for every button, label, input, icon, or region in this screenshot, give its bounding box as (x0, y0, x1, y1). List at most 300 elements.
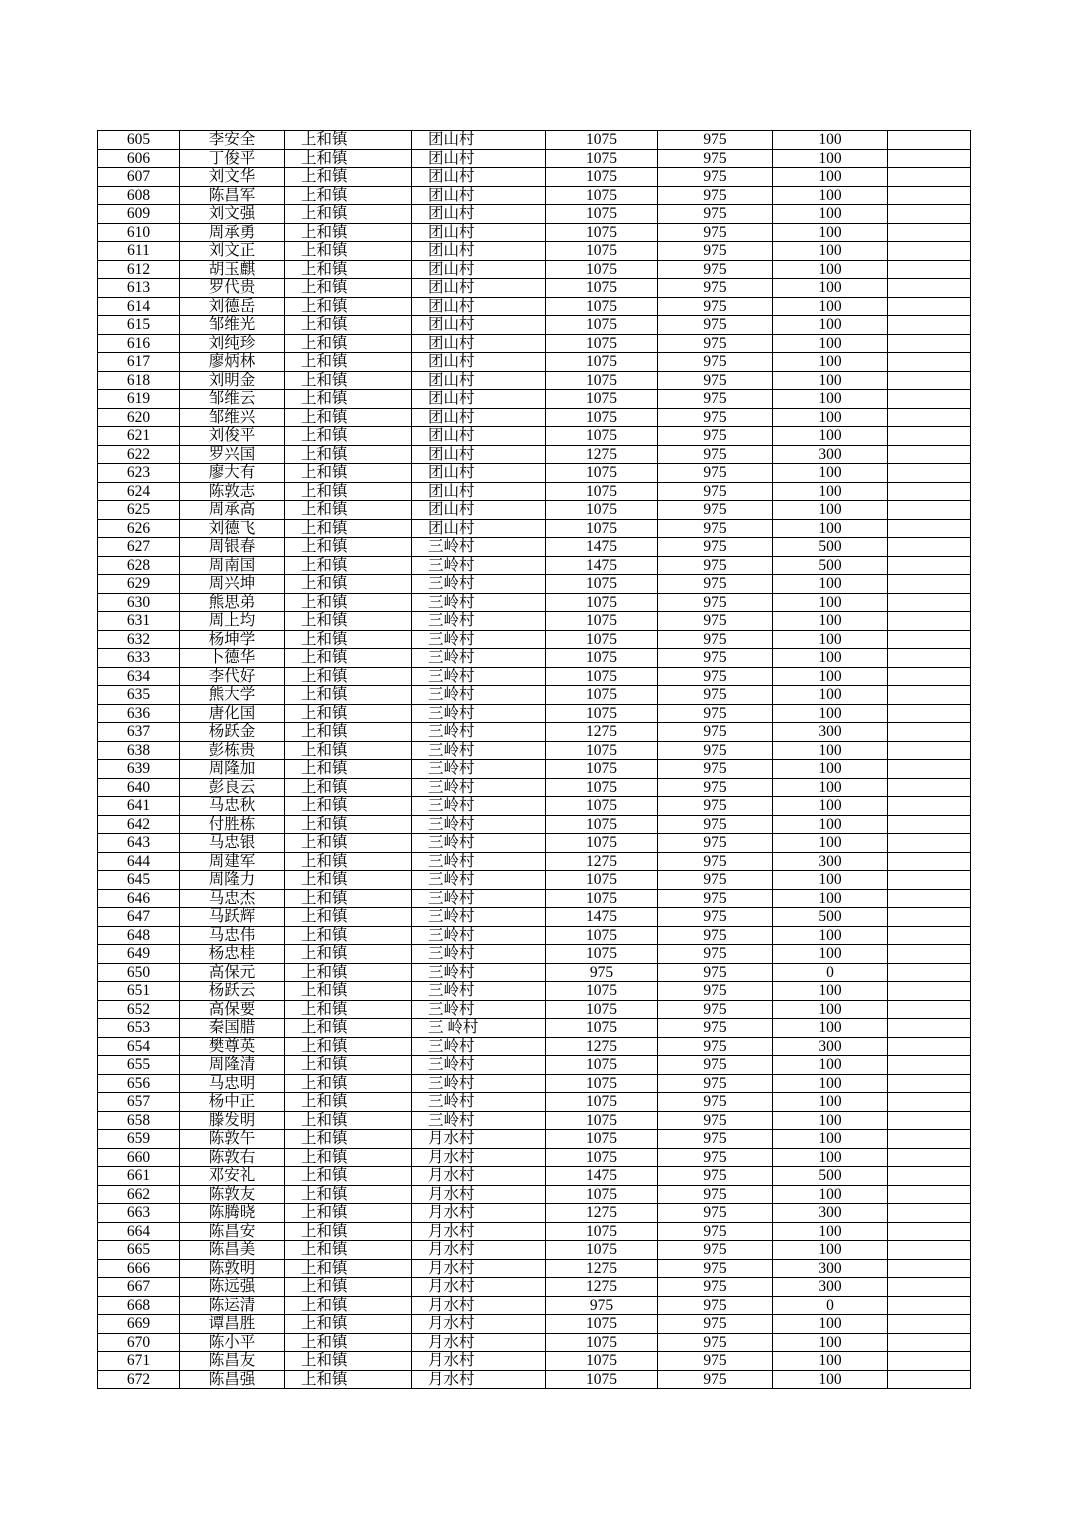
difference-cell: 100 (773, 778, 888, 797)
table-row (98, 908, 971, 927)
difference-cell: 100 (773, 1352, 888, 1371)
table-row (98, 1185, 971, 1204)
name-cell: 陈运清 (180, 1296, 285, 1315)
difference-cell: 100 (773, 982, 888, 1001)
name-cell: 谭昌胜 (180, 1315, 285, 1334)
remark-cell (888, 1074, 971, 1093)
amount-a-cell: 1075 (546, 427, 658, 446)
difference-cell: 100 (773, 1111, 888, 1130)
town-cell: 上和镇 (285, 1315, 412, 1334)
remark-cell (888, 982, 971, 1001)
town-cell: 上和镇 (285, 575, 412, 594)
name-cell: 刘明金 (180, 371, 285, 390)
amount-b-cell: 975 (658, 260, 773, 279)
remark-cell (888, 519, 971, 538)
town-cell: 上和镇 (285, 1185, 412, 1204)
town-cell: 上和镇 (285, 242, 412, 261)
table-row (98, 1148, 971, 1167)
difference-cell: 100 (773, 408, 888, 427)
seq-cell: 623 (98, 464, 180, 483)
difference-cell: 100 (773, 519, 888, 538)
village-cell: 团山村 (412, 168, 546, 187)
remark-cell (888, 1130, 971, 1149)
difference-cell: 500 (773, 908, 888, 927)
remark-cell (888, 1296, 971, 1315)
name-cell: 滕发明 (180, 1111, 285, 1130)
difference-cell: 100 (773, 464, 888, 483)
village-cell: 三岭村 (412, 593, 546, 612)
seq-cell: 632 (98, 630, 180, 649)
village-cell: 团山村 (412, 149, 546, 168)
amount-a-cell: 1075 (546, 1315, 658, 1334)
seq-cell: 631 (98, 612, 180, 631)
remark-cell (888, 963, 971, 982)
village-cell: 团山村 (412, 371, 546, 390)
amount-b-cell: 975 (658, 1111, 773, 1130)
remark-cell (888, 1185, 971, 1204)
seq-cell: 669 (98, 1315, 180, 1334)
amount-a-cell: 1075 (546, 926, 658, 945)
seq-cell: 643 (98, 834, 180, 853)
table-row (98, 1222, 971, 1241)
table-row (98, 1074, 971, 1093)
remark-cell (888, 1370, 971, 1389)
table-row (98, 612, 971, 631)
village-cell: 月水村 (412, 1259, 546, 1278)
name-cell: 秦国腊 (180, 1019, 285, 1038)
seq-cell: 611 (98, 242, 180, 261)
difference-cell: 100 (773, 575, 888, 594)
village-cell: 团山村 (412, 519, 546, 538)
remark-cell (888, 1019, 971, 1038)
town-cell: 上和镇 (285, 667, 412, 686)
seq-cell: 663 (98, 1204, 180, 1223)
village-cell: 三岭村 (412, 760, 546, 779)
seq-cell: 657 (98, 1093, 180, 1112)
difference-cell: 100 (773, 168, 888, 187)
seq-cell: 651 (98, 982, 180, 1001)
village-cell: 三岭村 (412, 704, 546, 723)
difference-cell: 100 (773, 612, 888, 631)
amount-a-cell: 1075 (546, 1019, 658, 1038)
remark-cell (888, 1111, 971, 1130)
town-cell: 上和镇 (285, 1000, 412, 1019)
amount-a-cell: 1075 (546, 464, 658, 483)
town-cell: 上和镇 (285, 926, 412, 945)
remark-cell (888, 760, 971, 779)
difference-cell: 300 (773, 1204, 888, 1223)
remark-cell (888, 390, 971, 409)
difference-cell: 100 (773, 279, 888, 298)
table-row (98, 1130, 971, 1149)
table-row (98, 149, 971, 168)
town-cell: 上和镇 (285, 760, 412, 779)
remark-cell (888, 1093, 971, 1112)
amount-a-cell: 1275 (546, 1204, 658, 1223)
difference-cell: 100 (773, 297, 888, 316)
amount-b-cell: 975 (658, 593, 773, 612)
difference-cell: 300 (773, 1037, 888, 1056)
table-row (98, 1278, 971, 1297)
seq-cell: 642 (98, 815, 180, 834)
town-cell: 上和镇 (285, 538, 412, 557)
amount-b-cell: 975 (658, 871, 773, 890)
seq-cell: 622 (98, 445, 180, 464)
village-cell: 三岭村 (412, 852, 546, 871)
village-cell: 团山村 (412, 390, 546, 409)
town-cell: 上和镇 (285, 630, 412, 649)
amount-b-cell: 975 (658, 353, 773, 372)
amount-b-cell: 975 (658, 1074, 773, 1093)
village-cell: 三岭村 (412, 1074, 546, 1093)
difference-cell: 100 (773, 334, 888, 353)
amount-a-cell: 1075 (546, 353, 658, 372)
remark-cell (888, 371, 971, 390)
town-cell: 上和镇 (285, 871, 412, 890)
seq-cell: 633 (98, 649, 180, 668)
town-cell: 上和镇 (285, 982, 412, 1001)
remark-cell (888, 593, 971, 612)
village-cell: 三岭村 (412, 649, 546, 668)
amount-a-cell: 1475 (546, 538, 658, 557)
table-row (98, 445, 971, 464)
amount-b-cell: 975 (658, 815, 773, 834)
name-cell: 周隆力 (180, 871, 285, 890)
town-cell: 上和镇 (285, 963, 412, 982)
amount-a-cell: 1075 (546, 686, 658, 705)
seq-cell: 655 (98, 1056, 180, 1075)
name-cell: 陈小平 (180, 1333, 285, 1352)
village-cell: 月水村 (412, 1185, 546, 1204)
difference-cell: 500 (773, 556, 888, 575)
seq-cell: 626 (98, 519, 180, 538)
table-row (98, 501, 971, 520)
amount-b-cell: 975 (658, 1222, 773, 1241)
amount-a-cell: 1075 (546, 334, 658, 353)
table-row (98, 741, 971, 760)
amount-b-cell: 975 (658, 390, 773, 409)
difference-cell: 300 (773, 1278, 888, 1297)
remark-cell (888, 889, 971, 908)
seq-cell: 645 (98, 871, 180, 890)
seq-cell: 644 (98, 852, 180, 871)
table-row (98, 390, 971, 409)
amount-b-cell: 975 (658, 741, 773, 760)
seq-cell: 637 (98, 723, 180, 742)
name-cell: 邹维光 (180, 316, 285, 335)
seq-cell: 659 (98, 1130, 180, 1149)
amount-b-cell: 975 (658, 760, 773, 779)
seq-cell: 664 (98, 1222, 180, 1241)
difference-cell: 100 (773, 205, 888, 224)
amount-b-cell: 975 (658, 149, 773, 168)
town-cell: 上和镇 (285, 1278, 412, 1297)
remark-cell (888, 242, 971, 261)
village-cell: 三岭村 (412, 723, 546, 742)
difference-cell: 100 (773, 1000, 888, 1019)
amount-a-cell: 1075 (546, 1074, 658, 1093)
town-cell: 上和镇 (285, 445, 412, 464)
name-cell: 陈远强 (180, 1278, 285, 1297)
table-row (98, 1315, 971, 1334)
seq-cell: 647 (98, 908, 180, 927)
name-cell: 陈昌强 (180, 1370, 285, 1389)
seq-cell: 612 (98, 260, 180, 279)
difference-cell: 100 (773, 760, 888, 779)
table-row (98, 464, 971, 483)
remark-cell (888, 556, 971, 575)
town-cell: 上和镇 (285, 186, 412, 205)
difference-cell: 100 (773, 704, 888, 723)
seq-cell: 614 (98, 297, 180, 316)
town-cell: 上和镇 (285, 353, 412, 372)
town-cell: 上和镇 (285, 1130, 412, 1149)
amount-b-cell: 975 (658, 1000, 773, 1019)
amount-b-cell: 975 (658, 834, 773, 853)
town-cell: 上和镇 (285, 1037, 412, 1056)
town-cell: 上和镇 (285, 1167, 412, 1186)
amount-a-cell: 1475 (546, 1167, 658, 1186)
difference-cell: 100 (773, 815, 888, 834)
village-cell: 三岭村 (412, 1111, 546, 1130)
remark-cell (888, 667, 971, 686)
seq-cell: 639 (98, 760, 180, 779)
name-cell: 周兴坤 (180, 575, 285, 594)
town-cell: 上和镇 (285, 1352, 412, 1371)
difference-cell: 100 (773, 926, 888, 945)
town-cell: 上和镇 (285, 1111, 412, 1130)
name-cell: 马跃辉 (180, 908, 285, 927)
seq-cell: 646 (98, 889, 180, 908)
difference-cell: 300 (773, 445, 888, 464)
town-cell: 上和镇 (285, 223, 412, 242)
table-row (98, 889, 971, 908)
remark-cell (888, 149, 971, 168)
name-cell: 刘纯珍 (180, 334, 285, 353)
amount-a-cell: 1075 (546, 667, 658, 686)
remark-cell (888, 1148, 971, 1167)
remark-cell (888, 741, 971, 760)
table-row (98, 427, 971, 446)
seq-cell: 629 (98, 575, 180, 594)
seq-cell: 672 (98, 1370, 180, 1389)
amount-a-cell: 1075 (546, 834, 658, 853)
name-cell: 陈昌美 (180, 1241, 285, 1260)
difference-cell: 100 (773, 1019, 888, 1038)
amount-b-cell: 975 (658, 316, 773, 335)
seq-cell: 653 (98, 1019, 180, 1038)
name-cell: 周承勇 (180, 223, 285, 242)
town-cell: 上和镇 (285, 1222, 412, 1241)
town-cell: 上和镇 (285, 834, 412, 853)
remark-cell (888, 205, 971, 224)
difference-cell: 100 (773, 1148, 888, 1167)
difference-cell: 100 (773, 741, 888, 760)
amount-b-cell: 975 (658, 926, 773, 945)
remark-cell (888, 427, 971, 446)
remark-cell (888, 815, 971, 834)
amount-b-cell: 975 (658, 223, 773, 242)
amount-b-cell: 975 (658, 612, 773, 631)
village-cell: 三岭村 (412, 871, 546, 890)
amount-b-cell: 975 (658, 445, 773, 464)
name-cell: 周银春 (180, 538, 285, 557)
difference-cell: 0 (773, 1296, 888, 1315)
name-cell: 周建军 (180, 852, 285, 871)
village-cell: 团山村 (412, 186, 546, 205)
name-cell: 陈敦右 (180, 1148, 285, 1167)
amount-a-cell: 1075 (546, 316, 658, 335)
name-cell: 陈昌安 (180, 1222, 285, 1241)
village-cell: 团山村 (412, 464, 546, 483)
amount-b-cell: 975 (658, 1019, 773, 1038)
amount-b-cell: 975 (658, 945, 773, 964)
table-row (98, 1111, 971, 1130)
amount-a-cell: 1075 (546, 593, 658, 612)
amount-a-cell: 975 (546, 963, 658, 982)
remark-cell (888, 649, 971, 668)
amount-b-cell: 975 (658, 186, 773, 205)
amount-a-cell: 1075 (546, 982, 658, 1001)
village-cell: 三岭村 (412, 926, 546, 945)
village-cell: 月水村 (412, 1130, 546, 1149)
difference-cell: 100 (773, 371, 888, 390)
remark-cell (888, 1352, 971, 1371)
remark-cell (888, 260, 971, 279)
village-cell: 三岭村 (412, 1056, 546, 1075)
town-cell: 上和镇 (285, 131, 412, 150)
remark-cell (888, 908, 971, 927)
table-row (98, 371, 971, 390)
subsidy-table (97, 130, 971, 1389)
amount-b-cell: 975 (658, 963, 773, 982)
difference-cell: 100 (773, 260, 888, 279)
town-cell: 上和镇 (285, 501, 412, 520)
amount-a-cell: 1475 (546, 556, 658, 575)
table-row (98, 242, 971, 261)
remark-cell (888, 1167, 971, 1186)
seq-cell: 636 (98, 704, 180, 723)
town-cell: 上和镇 (285, 1204, 412, 1223)
name-cell: 李安全 (180, 131, 285, 150)
seq-cell: 660 (98, 1148, 180, 1167)
village-cell: 团山村 (412, 334, 546, 353)
village-cell: 月水村 (412, 1370, 546, 1389)
difference-cell: 100 (773, 501, 888, 520)
amount-b-cell: 975 (658, 1130, 773, 1149)
amount-a-cell: 1075 (546, 168, 658, 187)
amount-b-cell: 975 (658, 1185, 773, 1204)
table-row (98, 1259, 971, 1278)
amount-b-cell: 975 (658, 1167, 773, 1186)
amount-a-cell: 1075 (546, 760, 658, 779)
village-cell: 三岭村 (412, 575, 546, 594)
town-cell: 上和镇 (285, 279, 412, 298)
town-cell: 上和镇 (285, 1056, 412, 1075)
town-cell: 上和镇 (285, 427, 412, 446)
difference-cell: 100 (773, 1222, 888, 1241)
seq-cell: 605 (98, 131, 180, 150)
table-row (98, 223, 971, 242)
village-cell: 团山村 (412, 205, 546, 224)
amount-b-cell: 975 (658, 1278, 773, 1297)
difference-cell: 100 (773, 1074, 888, 1093)
amount-b-cell: 975 (658, 575, 773, 594)
amount-b-cell: 975 (658, 1352, 773, 1371)
remark-cell (888, 778, 971, 797)
amount-a-cell: 1075 (546, 1093, 658, 1112)
village-cell: 月水村 (412, 1148, 546, 1167)
difference-cell: 100 (773, 131, 888, 150)
name-cell: 陈昌军 (180, 186, 285, 205)
seq-cell: 617 (98, 353, 180, 372)
remark-cell (888, 131, 971, 150)
amount-a-cell: 1075 (546, 519, 658, 538)
amount-b-cell: 975 (658, 1333, 773, 1352)
table-row (98, 1333, 971, 1352)
amount-b-cell: 975 (658, 1370, 773, 1389)
seq-cell: 662 (98, 1185, 180, 1204)
seq-cell: 656 (98, 1074, 180, 1093)
town-cell: 上和镇 (285, 205, 412, 224)
town-cell: 上和镇 (285, 408, 412, 427)
name-cell: 陈敦明 (180, 1259, 285, 1278)
seq-cell: 609 (98, 205, 180, 224)
table-row (98, 519, 971, 538)
name-cell: 刘德飞 (180, 519, 285, 538)
name-cell: 周上均 (180, 612, 285, 631)
table-row (98, 1056, 971, 1075)
amount-b-cell: 975 (658, 297, 773, 316)
town-cell: 上和镇 (285, 168, 412, 187)
amount-a-cell: 1075 (546, 612, 658, 631)
amount-a-cell: 1075 (546, 186, 658, 205)
difference-cell: 100 (773, 945, 888, 964)
amount-b-cell: 975 (658, 852, 773, 871)
table-row (98, 260, 971, 279)
amount-b-cell: 975 (658, 427, 773, 446)
table-row (98, 630, 971, 649)
amount-b-cell: 975 (658, 686, 773, 705)
town-cell: 上和镇 (285, 482, 412, 501)
village-cell: 三岭村 (412, 834, 546, 853)
table-row (98, 353, 971, 372)
amount-b-cell: 975 (658, 1148, 773, 1167)
amount-a-cell: 1275 (546, 445, 658, 464)
seq-cell: 634 (98, 667, 180, 686)
table-row (98, 686, 971, 705)
name-cell: 陈腾晓 (180, 1204, 285, 1223)
amount-b-cell: 975 (658, 1296, 773, 1315)
remark-cell (888, 445, 971, 464)
seq-cell: 654 (98, 1037, 180, 1056)
amount-a-cell: 1075 (546, 297, 658, 316)
table-row (98, 760, 971, 779)
village-cell: 团山村 (412, 353, 546, 372)
amount-a-cell: 1075 (546, 279, 658, 298)
seq-cell: 670 (98, 1333, 180, 1352)
name-cell: 马忠伟 (180, 926, 285, 945)
seq-cell: 667 (98, 1278, 180, 1297)
difference-cell: 300 (773, 723, 888, 742)
difference-cell: 500 (773, 538, 888, 557)
name-cell: 马忠银 (180, 834, 285, 853)
village-cell: 三岭村 (412, 538, 546, 557)
seq-cell: 606 (98, 149, 180, 168)
amount-a-cell: 1075 (546, 371, 658, 390)
town-cell: 上和镇 (285, 371, 412, 390)
name-cell: 彭良云 (180, 778, 285, 797)
